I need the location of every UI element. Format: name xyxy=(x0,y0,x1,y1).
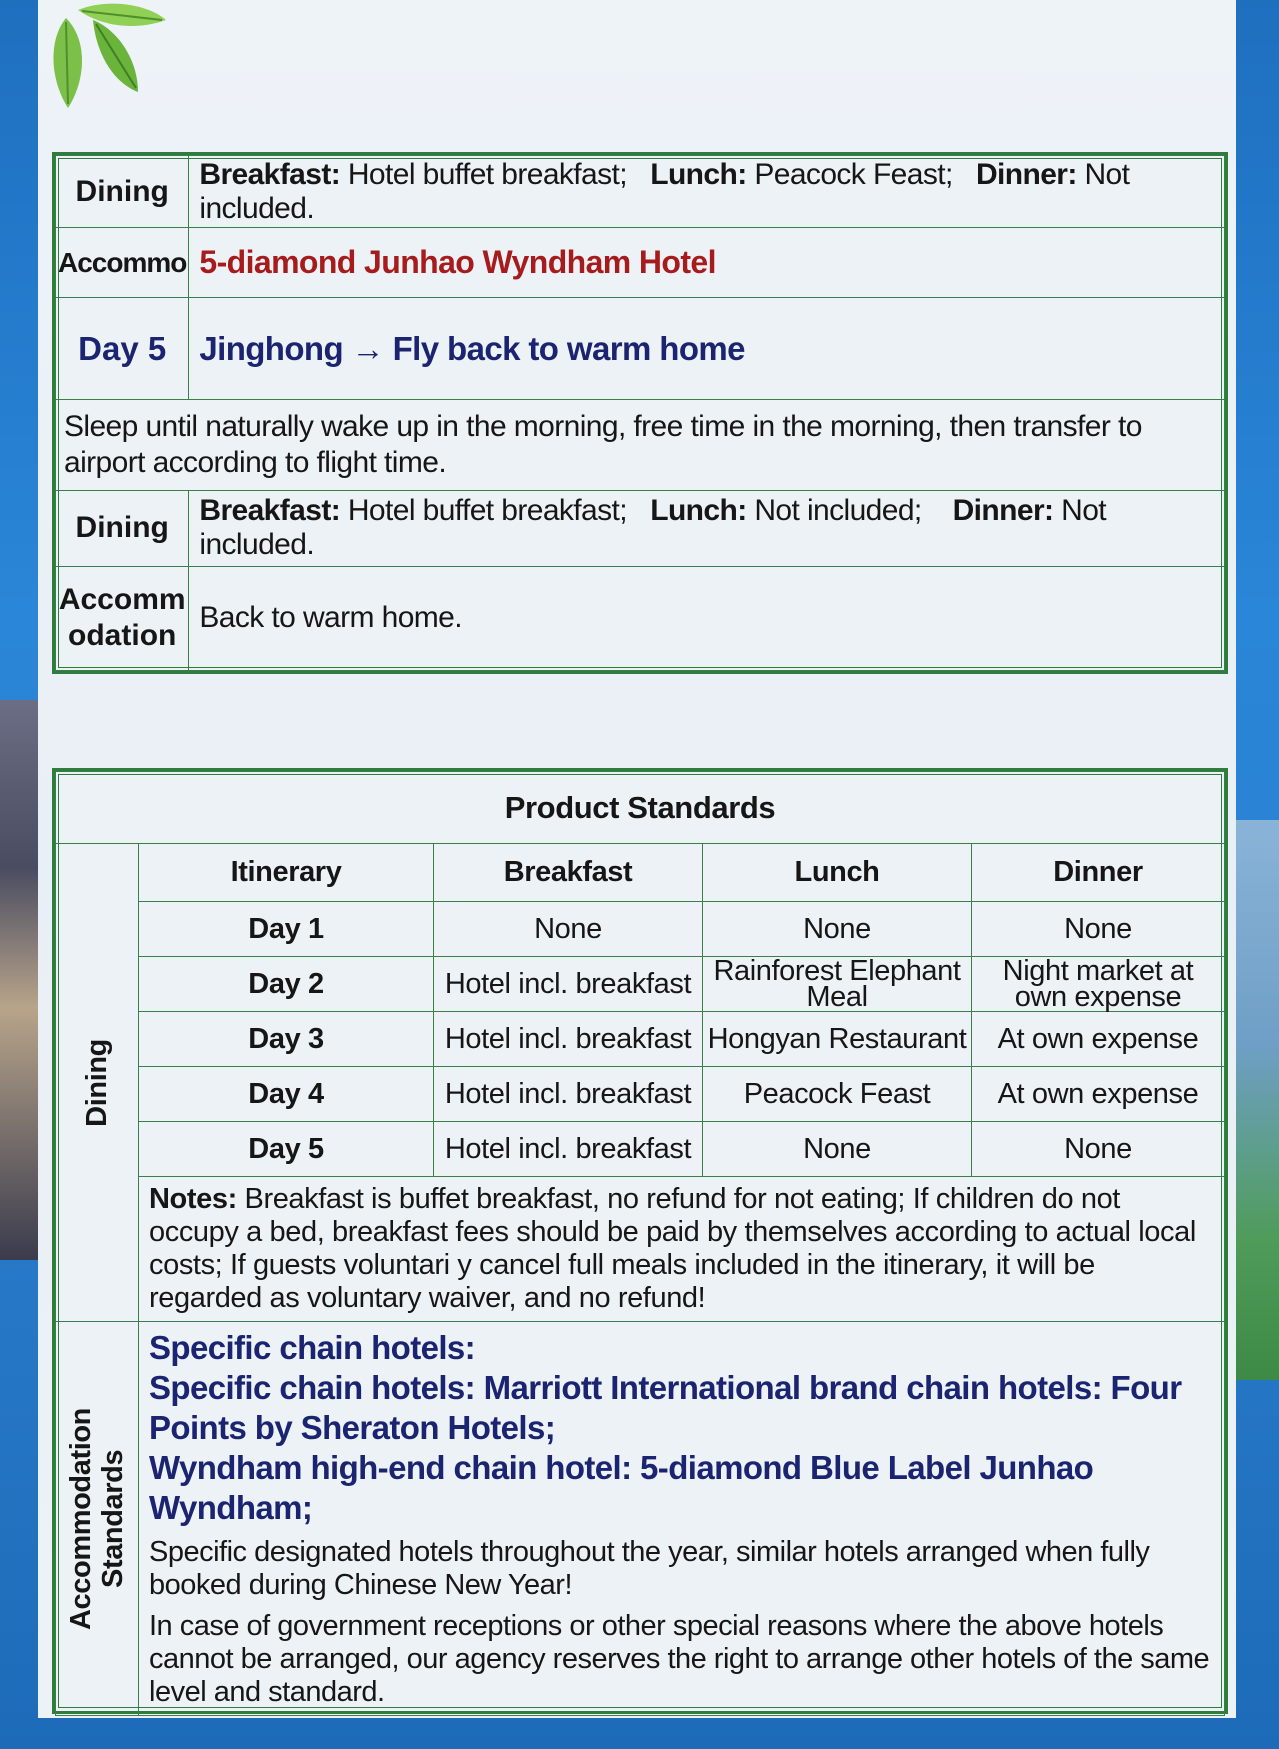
cell-day: Day 2 xyxy=(139,957,434,1012)
day5-accommodation-label xyxy=(56,566,189,670)
itinerary-table-frame xyxy=(52,152,1228,674)
hotel-heading: Wyndham high-end chain hotel: 5-diamond Blue Label Junhao Wyndham; xyxy=(149,1449,1094,1526)
lunch-value: Not included; xyxy=(746,494,922,528)
hotel-note: Specific designated hotels throughout the year, similar hotels arranged when fully booked during Chinese New Year! xyxy=(149,1536,1150,1601)
dining-section-label xyxy=(56,844,139,1322)
dinner-key: Dinner: xyxy=(975,157,1077,191)
column-header-lunch: Lunch xyxy=(703,844,972,902)
cell-breakfast: Hotel incl. breakfast xyxy=(434,1012,703,1067)
cell-dinner: Night market at own expense xyxy=(972,957,1225,1012)
table-row xyxy=(56,566,1225,670)
lunch-key: Lunch: xyxy=(650,494,747,528)
dinner-key: Dinner: xyxy=(952,494,1054,528)
label-line-2: Standards xyxy=(97,1449,129,1588)
accommodation-label-text xyxy=(65,1408,129,1630)
label-line-2: odation xyxy=(68,619,177,653)
table-row xyxy=(56,1067,1225,1122)
hotel-heading: Specific chain hotels: Marriott International brand chain hotels: Four Points by Sheraton Hotels; xyxy=(149,1369,1182,1446)
standards-title: Product Standards xyxy=(56,772,1225,844)
cell-lunch: None xyxy=(703,1122,972,1177)
itinerary-table xyxy=(55,155,1225,671)
label-line-1: Accommodation xyxy=(65,1407,97,1630)
day4-dining-details xyxy=(189,156,1225,228)
day5-dining-label: Dining xyxy=(56,490,189,566)
column-header-dinner: Dinner xyxy=(972,844,1225,902)
column-header-breakfast: Breakfast xyxy=(434,844,703,902)
lunch-value: Peacock Feast; xyxy=(746,157,953,191)
dinner-value: Not included. xyxy=(199,494,1107,562)
cell-lunch: Peacock Feast xyxy=(703,1067,972,1122)
notes-text: Breakfast is buffet breakfast, no refund for not eating; If children do not occupy a bed, breakfast fees should be paid by themselves according to actual local costs; If guests voluntari y cancel full meals included in the itinerary, it will be regarded as voluntary waiver, and no refund! xyxy=(149,1183,1196,1314)
table-row xyxy=(56,844,1225,902)
standards-table-frame xyxy=(52,768,1228,1714)
table-row xyxy=(56,228,1225,298)
cell-dinner: None xyxy=(972,902,1225,957)
table-row xyxy=(56,957,1225,1012)
day5-description: Sleep until naturally wake up in the morning, free time in the morning, then transfer to airport according to flight time. xyxy=(56,400,1225,490)
dinner-value: Not included. xyxy=(199,157,1130,225)
day4-dining-label: Dining xyxy=(56,156,189,228)
cell-lunch: Rainforest Elephant Meal xyxy=(703,957,972,1012)
cell-breakfast: Hotel incl. breakfast xyxy=(434,1067,703,1122)
table-row xyxy=(56,1012,1225,1067)
hotel-heading: Specific chain hotels: xyxy=(149,1329,476,1366)
accommodation-section-label xyxy=(56,1322,139,1716)
day4-accommodation-value: 5-diamond Junhao Wyndham Hotel xyxy=(189,228,1225,298)
lunch-key: Lunch: xyxy=(650,157,747,191)
breakfast-value: Hotel buffet breakfast; xyxy=(340,157,627,191)
column-header-itinerary: Itinerary xyxy=(139,844,434,902)
table-row xyxy=(56,298,1225,400)
dining-label-text: Dining xyxy=(81,1038,113,1127)
day5-label: Day 5 xyxy=(56,298,189,400)
cell-breakfast: Hotel incl. breakfast xyxy=(434,957,703,1012)
cell-day: Day 5 xyxy=(139,1122,434,1177)
day4-accommodation-label: Accommo xyxy=(56,228,189,298)
cell-day: Day 1 xyxy=(139,902,434,957)
table-row xyxy=(56,1177,1225,1322)
leaf-icon xyxy=(38,0,168,120)
table-row xyxy=(56,902,1225,957)
day5-title: Jinghong → Fly back to warm home xyxy=(189,298,1225,400)
table-row xyxy=(56,772,1225,844)
cell-day: Day 3 xyxy=(139,1012,434,1067)
notes-label: Notes: xyxy=(149,1183,237,1215)
cell-breakfast: None xyxy=(434,902,703,957)
breakfast-key: Breakfast: xyxy=(199,157,341,191)
cell-dinner: At own expense xyxy=(972,1067,1225,1122)
hotel-note: In case of government receptions or other special reasons where the above hotels cannot be arranged, our agency reserves the right to arrange other hotels of the same level and standard. xyxy=(149,1610,1210,1708)
breakfast-key: Breakfast: xyxy=(199,494,341,528)
accommodation-standards-details xyxy=(139,1322,1225,1716)
label-line-1: Accomm xyxy=(58,583,186,617)
table-row xyxy=(56,400,1225,490)
cell-dinner: At own expense xyxy=(972,1012,1225,1067)
cell-lunch: None xyxy=(703,902,972,957)
day5-dining-details xyxy=(189,490,1225,566)
cell-dinner: None xyxy=(972,1122,1225,1177)
table-row xyxy=(56,156,1225,228)
cell-breakfast: Hotel incl. breakfast xyxy=(434,1122,703,1177)
cell-day: Day 4 xyxy=(139,1067,434,1122)
background-scenery-right xyxy=(1234,820,1279,1380)
background-building-left xyxy=(0,700,40,1260)
breakfast-value: Hotel buffet breakfast; xyxy=(340,494,627,528)
table-row xyxy=(56,490,1225,566)
table-row xyxy=(56,1322,1225,1716)
cell-lunch: Hongyan Restaurant xyxy=(703,1012,972,1067)
dining-notes xyxy=(139,1177,1225,1322)
standards-table xyxy=(55,771,1225,1716)
day5-accommodation-value: Back to warm home. xyxy=(189,566,1225,670)
table-row xyxy=(56,1122,1225,1177)
